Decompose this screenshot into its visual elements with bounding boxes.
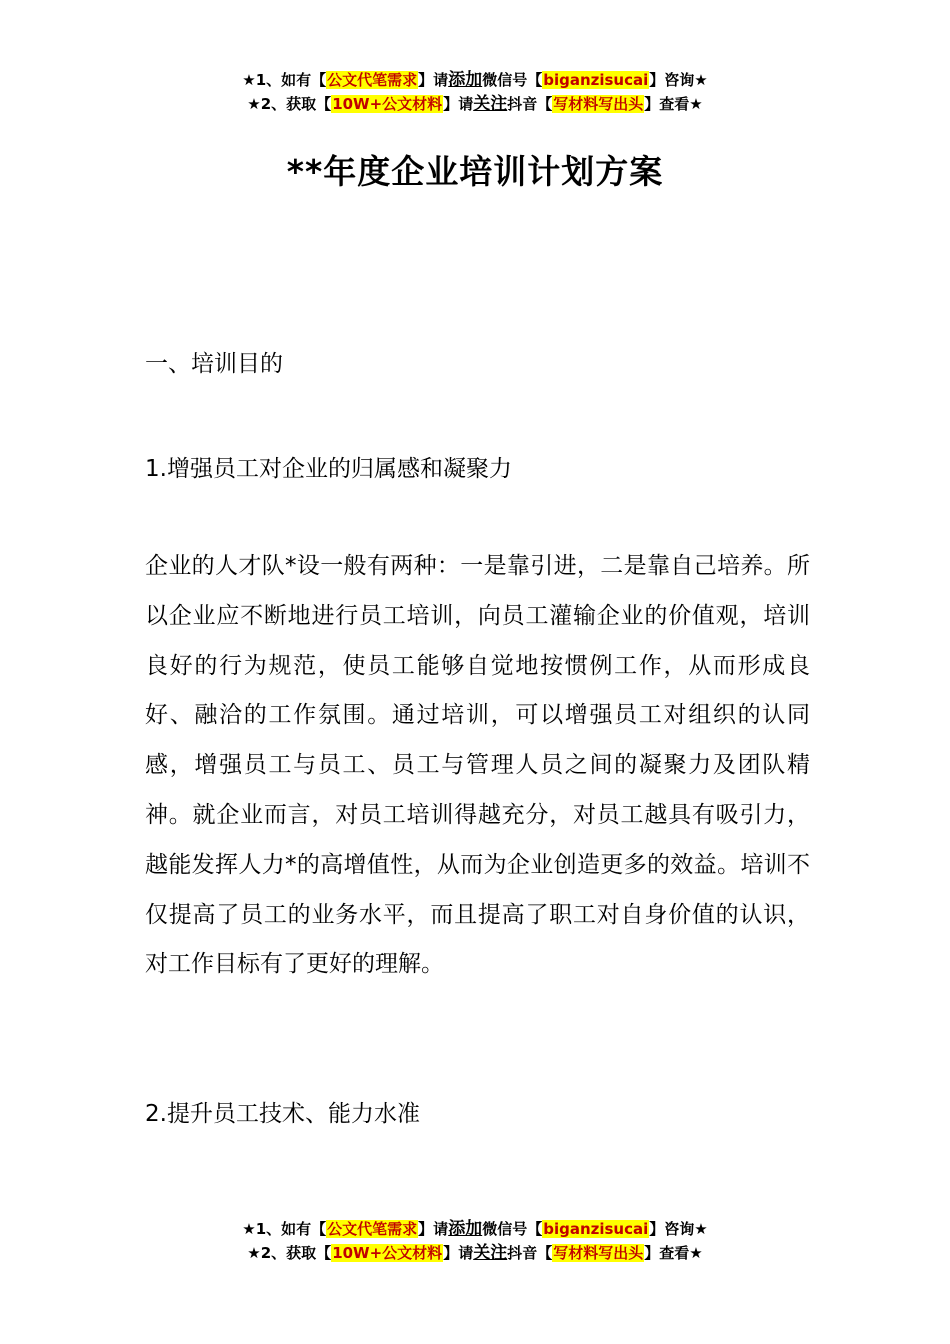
section-heading: 一、培训目的	[145, 351, 283, 377]
ad-text: ★1、如有【	[242, 71, 327, 89]
ad-text: 】查看★	[644, 1244, 703, 1262]
ad-text: ★2、获取【	[247, 1244, 332, 1262]
header-ad-banner	[0, 68, 950, 116]
ad-highlight: 10W+公文材料	[332, 95, 443, 113]
document-title: **年度企业培训计划方案	[286, 152, 664, 191]
ad-text: 抖音【	[507, 95, 553, 113]
ad-text: 抖音【	[507, 1244, 553, 1262]
ad-text: 】请	[443, 95, 474, 113]
ad-emphasis: 添加	[448, 1219, 483, 1239]
ad-highlight: 10W+公文材料	[332, 1244, 443, 1262]
subsection-heading: 2.提升员工技术、能力水准	[145, 1101, 420, 1127]
ad-line-2	[0, 1241, 950, 1265]
ad-text: ★1、如有【	[242, 1220, 327, 1238]
ad-text: 】请	[443, 1244, 474, 1262]
subsection-heading: 1.增强员工对企业的归属感和凝聚力	[145, 456, 512, 482]
ad-text: ★2、获取【	[247, 95, 332, 113]
ad-text: 】咨询★	[649, 1220, 708, 1238]
ad-text: 】查看★	[644, 95, 703, 113]
ad-highlight: 公文代笔需求	[327, 1220, 418, 1238]
ad-text: 】请	[418, 1220, 449, 1238]
ad-highlight: 写材料写出头	[553, 1244, 644, 1262]
ad-line-1	[0, 68, 950, 92]
ad-highlight: biganzisucai	[543, 71, 649, 89]
ad-line-2	[0, 92, 950, 116]
ad-emphasis: 关注	[473, 94, 508, 114]
footer-ad-banner	[0, 1217, 950, 1265]
ad-text: 】请	[418, 71, 449, 89]
ad-text: 】咨询★	[649, 71, 708, 89]
ad-text: 微信号【	[482, 1220, 543, 1238]
body-paragraph: 企业的人才队*设一般有两种：一是靠引进，二是靠自己培养。所以企业应不断地进行员工培训，向员工灌输企业的价值观，培训良好的行为规范，使员工能够自觉地按惯例工作，从而形成良好、融洽的工作氛围。通过培训，可以增强员工对组织的认同感，增强员工与员工、员工与管理人员之间的凝聚力及团队精神。就企业而言，对员工培训得越充分，对员工越具有吸引力，越能发挥人力*的高增值性，从而为企业创造更多的效益。培训不仅提高了员工的业务水平，而且提高了职工对自身价值的认识，对工作目标有了更好的理解。	[145, 553, 810, 978]
ad-highlight: biganzisucai	[543, 1220, 649, 1238]
ad-highlight: 写材料写出头	[553, 95, 644, 113]
ad-line-1	[0, 1217, 950, 1241]
ad-text: 微信号【	[482, 71, 543, 89]
ad-emphasis: 关注	[473, 1243, 508, 1263]
ad-emphasis: 添加	[448, 70, 483, 90]
ad-highlight: 公文代笔需求	[327, 71, 418, 89]
